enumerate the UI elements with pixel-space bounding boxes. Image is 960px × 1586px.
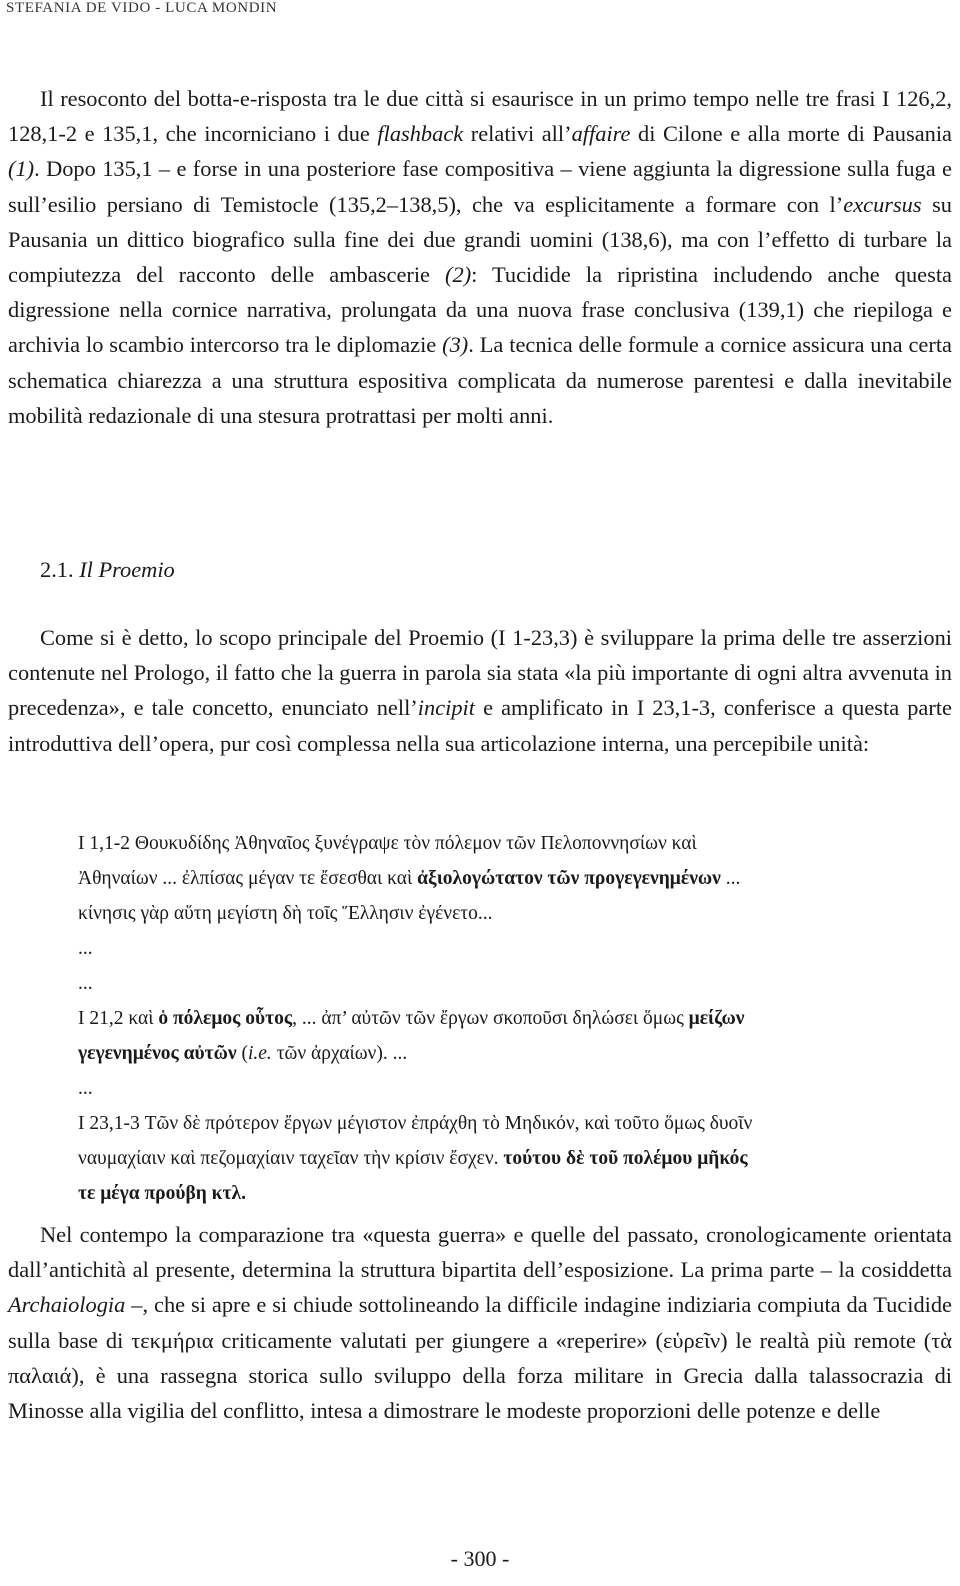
italic-term: affaire xyxy=(571,121,631,147)
text: Ἀθηναίων ... ἐλπίσας μέγαν τε ἔσεσθαι καὶ xyxy=(78,868,418,889)
quote-line: I 1,1-2 Θουκυδίδης Ἀθηναῖος ξυνέγραψε τὸν πόλεμον τῶν Πελοποννησίων καὶ xyxy=(78,833,697,854)
page-number: - 300 - xyxy=(450,1546,510,1571)
footnote-ref[interactable]: (2) xyxy=(445,262,472,288)
text: ναυμαχίαιν καὶ πεζομαχίαιν ταχεῖαν τὴν κρίσιν ἔσχεν. xyxy=(78,1148,504,1169)
italic-term: excursus xyxy=(843,191,922,217)
italic-term: Archaiologia xyxy=(8,1292,126,1318)
section-title: Il Proemio xyxy=(79,557,175,582)
section-heading xyxy=(40,552,175,587)
quote-line xyxy=(78,1036,872,1071)
paragraph-2 xyxy=(8,620,952,761)
text: , ... ἀπ’ αὐτῶν τῶν ἔργων σκοποῦσι δηλώσει ὅμως xyxy=(292,1008,689,1029)
bold-phrase: μείζων xyxy=(688,1008,745,1029)
quote-line: ... xyxy=(78,1078,93,1099)
running-head: STEFANIA DE VIDO - LUCA MONDIN xyxy=(6,0,278,16)
bold-phrase: τούτου δὲ τοῦ πολέμου μῆκός xyxy=(503,1148,748,1169)
bold-phrase: ἀξιολογώτατον τῶν προγεγενημένων xyxy=(417,868,721,889)
text: Come si è detto, lo scopo principale del Proemio (I 1-23,3) è sviluppare la prima delle tre asserzioni contenute nel Prologo, il fatto che la guerra in parola sia stata «la più importante di ogni altra avvenuta in precedenza», e tale concetto, enunciato nell’ xyxy=(8,625,952,721)
quote-line xyxy=(78,1141,872,1176)
text: ( xyxy=(236,1043,248,1064)
text: I 21,2 καὶ xyxy=(78,1008,159,1029)
quote-line: κίνησις γὰρ αὕτη μεγίστη δὴ τοῖς Ἕλλησιν ἐγένετο... xyxy=(78,903,493,924)
text: . La tecnica delle formule a cornice assicura una certa schematica chiarezza a una struttura espositiva complicata da numerose parentesi e dalla inevitabile mobilità redazionale di una stesura protrattasi per molti anni. xyxy=(8,332,952,428)
bold-phrase: ὁ πόλεμος οὗτος xyxy=(158,1008,293,1029)
bold-phrase: τε μέγα προύβη κτλ. xyxy=(78,1183,246,1204)
quote-line xyxy=(78,861,872,896)
section-number: 2.1. xyxy=(40,557,74,582)
text: τῶν ἀρχαίων). ... xyxy=(271,1043,408,1064)
text: –, che si apre e si chiude sottolineando la difficile indagine indiziaria compiuta da Tucidide sulla base di τεκμήρια criticamente valutati per giungere a «reperire» (εὑρεῖν) le realtà più remote (τὰ παλαιά), è una rassegna storica sullo sviluppo della forza militare in Grecia dalla talassocrazia di Minosse alla vigilia del conflitto, intesa a dimostrare le modeste proporzioni delle potenze e delle xyxy=(8,1292,952,1424)
text: di Cilone e alla morte di Pausania xyxy=(630,121,952,147)
quote-line: ... xyxy=(78,973,93,994)
text: ... xyxy=(720,868,741,889)
text: e amplificato in I 23,1-3, conferisce a questa parte introduttiva dell’opera, pur così complessa nella sua articolazione interna, una percepibile unità: xyxy=(8,695,952,756)
quote-line: I 23,1-3 Τῶν δὲ πρότερον ἔργων μέγιστον ἐπράχθη τὸ Μηδικόν, καὶ τοῦτο ὅμως δυοῖν xyxy=(78,1113,753,1134)
quote-line xyxy=(78,1001,872,1036)
text: . Dopo 135,1 – e forse in una posteriore fase compositiva – viene aggiunta la digressione sulla fuga e sull’esilio persiano di Temistocle (135,2–138,5), che va esplicitamente a formare con l’ xyxy=(8,156,952,217)
footnote-ref[interactable]: (1) xyxy=(8,156,35,182)
quote-line: ... xyxy=(78,938,93,959)
text: Il resoconto del botta-e-risposta tra le due città si esaurisce in un primo tempo nelle tre frasi I 126,2, 128,1-2 e 135,1, che incorniciano i due xyxy=(8,86,952,147)
italic-term: i.e. xyxy=(247,1043,272,1064)
paragraph-1 xyxy=(8,81,952,433)
greek-quotation-block xyxy=(78,826,872,1211)
footnote-ref[interactable]: (3) xyxy=(442,332,469,358)
text: : Tucidide la ripristina includendo anche questa digressione nella cornice narrativa, prolungata da una nuova frase conclusiva (139,1) che riepiloga e archivia lo scambio intercorso tra le diplomazie xyxy=(8,262,952,358)
quote-line xyxy=(78,1176,872,1211)
text: su Pausania un dittico biografico sulla fine dei due grandi uomini (138,6), ma con l’effetto di turbare la compiutezza del racconto delle ambascerie xyxy=(8,191,953,288)
italic-term: incipit xyxy=(417,695,475,721)
paragraph-3 xyxy=(8,1217,952,1428)
bold-phrase: γεγενημένος αὐτῶν xyxy=(78,1043,237,1064)
text: relativi all’ xyxy=(463,121,572,147)
text: Nel contempo la comparazione tra «questa guerra» e quelle del passato, cronologicamente orientata dall’antichità al presente, determina la struttura bipartita dell’esposizione. La prima parte – la cosiddetta xyxy=(8,1222,952,1283)
italic-term: flashback xyxy=(377,121,464,147)
